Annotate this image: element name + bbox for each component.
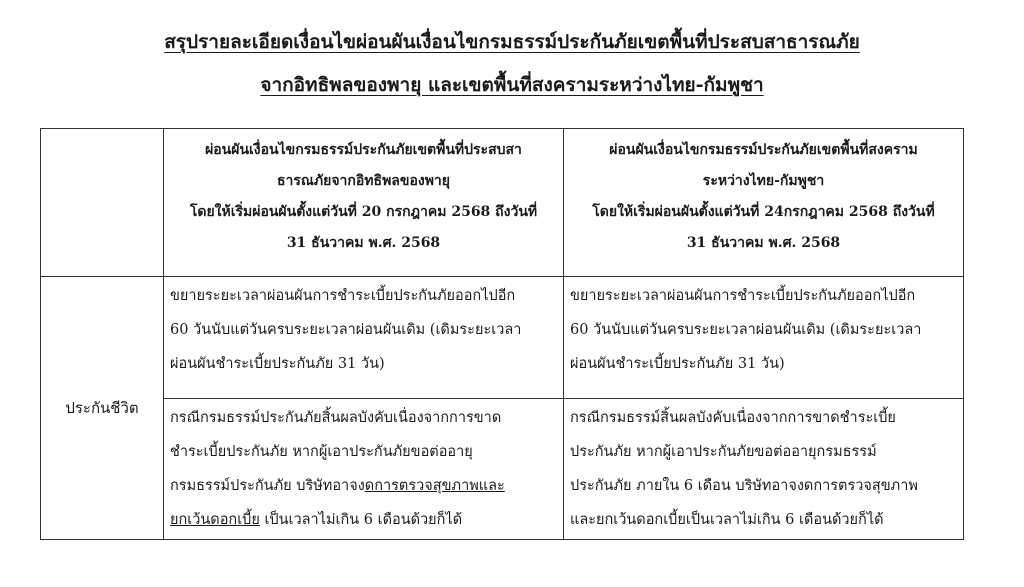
cell-line: ประกันภัย หากผู้เอาประกันภัยขอต่ออายุกรมธรรม์ [570, 444, 877, 460]
cell-line: กรณีกรมธรรม์สิ้นผลบังคับเนื่องจากการขาดชำระเบี้ย [570, 410, 896, 426]
row1-storm-cell [164, 277, 564, 399]
cell-line [170, 503, 557, 537]
cell-line: ชำระเบี้ยประกันภัย หากผู้เอาประกันภัยขอต่ออายุ [170, 444, 473, 460]
cell-line: 60 วันนับแต่วันครบระยะเวลาผ่อนผันเดิม (เดิมระยะเวลา [570, 322, 922, 338]
row1-war-cell [564, 277, 964, 399]
header-war-line: โดยให้เริ่มผ่อนผันตั้งแต่วันที่ 24กรกฎาคม 2568 ถึงวันที่ [592, 204, 935, 220]
table-header-row [41, 129, 964, 277]
table-row [41, 277, 964, 399]
row2-war-cell [564, 399, 964, 540]
header-storm-line: ผ่อนผันเงื่อนไขกรมธรรม์ประกันภัยเขตพื้นที่ประสบสา [205, 142, 522, 158]
header-empty-cell [41, 129, 164, 277]
cell-line: 60 วันนับแต่วันครบระยะเวลาผ่อนผันเดิม (เดิมระยะเวลา [170, 322, 522, 338]
header-storm-disaster [164, 129, 564, 277]
cell-line: และยกเว้นดอกเบี้ยเป็นเวลาไม่เกิน 6 เดือนด้วยก็ได้ [570, 512, 884, 528]
cell-text: กรมธรรม์ประกันภัย บริษัทอาจง [170, 478, 365, 494]
header-war-line: ระหว่างไทย-กัมพูชา [702, 173, 825, 189]
header-storm-line: โดยให้เริ่มผ่อนผันตั้งแต่วันที่ 20 กรกฎาคม 2568 ถึงวันที่ [189, 204, 538, 220]
cell-line: ขยายระยะเวลาผ่อนผันการชำระเบี้ยประกันภัยออกไปอีก [570, 288, 916, 304]
row2-storm-cell [164, 399, 564, 540]
row-label-life-insurance: ประกันชีวิต [41, 277, 164, 540]
cell-line [170, 469, 557, 503]
document-title-line-2: จากอิทธิพลของพายุ และเขตพื้นที่สงครามระหว่างไทย-กัมพูชา [260, 74, 764, 96]
header-war-zone [564, 129, 964, 277]
cell-line: ผ่อนผันชำระเบี้ยประกันภัย 31 วัน) [170, 356, 385, 372]
header-war-line: 31 ธันวาคม พ.ศ. 2568 [686, 235, 841, 251]
cell-text: เป็นเวลาไม่เกิน 6 เดือนด้วยก็ได้ [259, 512, 463, 528]
document-title-line-1: สรุปรายละเอียดเงื่อนไขผ่อนผันเงื่อนไขกรมธรรม์ประกันภัยเขตพื้นที่ประสบสาธารณภัย [164, 31, 860, 53]
cell-line: ผ่อนผันชำระเบี้ยประกันภัย 31 วัน) [570, 356, 785, 372]
underlined-text: ยกเว้นดอกเบี้ย [170, 512, 260, 528]
underlined-text: ดการตรวจสุขภาพและ [364, 478, 505, 494]
cell-line: ประกันภัย ภายใน 6 เดือน บริษัทอาจงดการตรวจสุขภาพ [570, 478, 918, 494]
header-war-line: ผ่อนผันเงื่อนไขกรมธรรม์ประกันภัยเขตพื้นที่สงคราม [609, 142, 918, 158]
header-storm-line: 31 ธันวาคม พ.ศ. 2568 [286, 235, 441, 251]
comparison-table [40, 128, 964, 540]
table-row [41, 399, 964, 540]
cell-line: ขยายระยะเวลาผ่อนผันการชำระเบี้ยประกันภัยออกไปอีก [170, 288, 516, 304]
cell-line: กรณีกรมธรรม์ประกันภัยสิ้นผลบังคับเนื่องจากการขาด [170, 410, 502, 426]
header-storm-line: ธารณภัยจากอิทธิพลของพายุ [277, 173, 450, 189]
